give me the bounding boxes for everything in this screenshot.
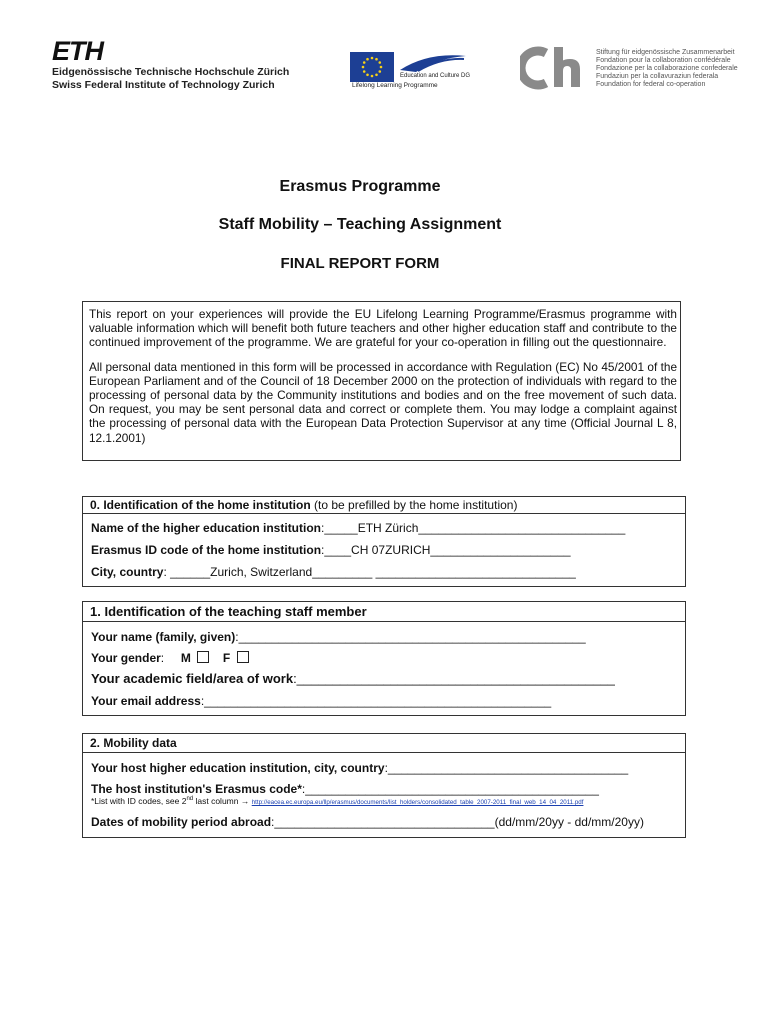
eu-dg-text: Education and Culture DG: [400, 73, 471, 79]
section-1-body: [82, 622, 686, 716]
your-name-field[interactable]: :____________________________________________________: [235, 630, 586, 644]
email-field[interactable]: :____________________________________________________: [200, 694, 552, 708]
your-name-label: Your name (family, given): [91, 630, 236, 644]
gender-row: [91, 651, 249, 665]
llp-text: Lifelong Learning Programme: [352, 82, 438, 89]
id-codes-note-suffix: last column →: [193, 796, 250, 806]
academic-field-row[interactable]: [91, 671, 615, 686]
mobility-dates-label: Dates of mobility period abroad: [91, 815, 272, 829]
section-0-header: [82, 496, 686, 514]
gender-colon: :: [160, 651, 165, 665]
eth-line-1: Eidgenössische Technische Hochschule Zürich: [52, 66, 290, 78]
ch-line-2: Fondation pour la collaboration confédérale: [596, 57, 731, 64]
host-institution-label: Your host higher education institution, city, country: [91, 761, 385, 775]
intro-box: [82, 301, 681, 461]
ch-foundation-text: [596, 49, 738, 89]
home-institution-value[interactable]: :_____ETH Zürich_______________________________: [321, 521, 626, 535]
ch-foundation-logo-icon: [520, 45, 586, 91]
section-2-title: 2. Mobility data: [90, 736, 177, 750]
host-institution-row[interactable]: [91, 761, 628, 775]
gender-f-label: F: [222, 651, 231, 665]
host-erasmus-code-field[interactable]: :____________________________________________: [301, 782, 599, 796]
mobility-dates-field[interactable]: :_________________________________: [271, 815, 495, 829]
section-1-header: [82, 601, 686, 622]
id-codes-link[interactable]: http://eacea.ec.europa.eu/llp/erasmus/documents/list_holders/consolidated_table_2007-2011_final_web_14_04_2011.pdf: [251, 799, 584, 806]
host-erasmus-code-row[interactable]: [91, 782, 599, 796]
gender-label: Your gender: [91, 651, 161, 665]
email-label: Your email address: [91, 694, 201, 708]
id-codes-note-prefix: *List with ID codes, see 2: [91, 796, 187, 806]
gender-m-label: M: [180, 651, 191, 665]
mobility-dates-format: (dd/mm/20yy - dd/mm/20yy): [494, 815, 644, 829]
llp-swoosh-icon: [398, 50, 468, 74]
mobility-dates-row[interactable]: [91, 815, 644, 829]
your-name-row[interactable]: [91, 630, 586, 644]
erasmus-id-value[interactable]: :____CH 07ZURICH_____________________: [321, 543, 571, 557]
eth-line-2: Swiss Federal Institute of Technology Zurich: [52, 79, 275, 91]
erasmus-id-row[interactable]: [91, 543, 571, 557]
home-institution-row[interactable]: [91, 521, 625, 535]
section-1-title: 1. Identification of the teaching staff member: [90, 604, 367, 619]
eth-subtitle: [52, 66, 289, 92]
intro-paragraph-1: This report on your experiences will provide the EU Lifelong Learning Programme/Erasmus programme with valuable information which will benefit both future teachers and other higher education staff and contribute to the continued improvement of the programme. We are grateful for your co-operation in filling out the questionnaire.: [89, 307, 677, 350]
erasmus-id-label: Erasmus ID code of the home institution: [91, 543, 322, 557]
section-0-note: (to be prefilled by the home institution): [310, 498, 518, 512]
host-erasmus-code-label: The host institution's Erasmus code*: [91, 782, 302, 796]
academic-field-label: Your academic field/area of work: [91, 671, 294, 686]
title-programme: Erasmus Programme: [279, 178, 441, 195]
email-row[interactable]: [91, 694, 551, 708]
home-institution-label: Name of the higher education institution: [91, 521, 322, 535]
section-2-body: [82, 753, 686, 838]
ch-line-3: Fondazione per la collaborazione confederale: [596, 65, 738, 72]
academic-field-input[interactable]: :____________________________________________: [293, 671, 615, 686]
section-0-body: [82, 514, 686, 587]
city-country-row[interactable]: [91, 565, 576, 579]
eth-logo: ETH: [52, 36, 103, 66]
ch-line-1: Stiftung für eidgenössische Zusammenarbeit: [596, 49, 735, 56]
title-mobility: Staff Mobility – Teaching Assignment: [218, 216, 502, 233]
gender-f-checkbox[interactable]: [237, 651, 249, 663]
gender-m-checkbox[interactable]: [197, 651, 209, 663]
city-country-value[interactable]: : ______Zurich, Switzerland_________ ______________________________: [163, 565, 576, 579]
title-form: FINAL REPORT FORM: [280, 255, 440, 272]
ch-line-4: Fundaziun per la collavuraziun federala: [596, 73, 719, 80]
id-codes-note-sup: nd: [186, 796, 194, 803]
ch-line-5: Foundation for federal co-operation: [596, 81, 706, 88]
section-0-title: 0. Identification of the home institution: [90, 498, 311, 512]
city-country-label: City, country: [91, 565, 164, 579]
id-codes-note: [91, 796, 583, 806]
eu-flag-icon: [350, 52, 394, 82]
intro-paragraph-2: All personal data mentioned in this form will be processed in accordance with Regulation (EC) No 45/2001 of the European Parliament and of the Council of 18 December 2000 on the protection of individuals with regard to the processing of personal data by the Community institutions and bodies and on the free movement of such data. On request, you may be sent personal data and correct or complete them. You may lodge a complaint against the processing of personal data with the European Data Protection Supervisor at any time (Official Journal L 8, 12.1.2001): [89, 359, 677, 445]
section-2-header: [82, 733, 686, 753]
host-institution-field[interactable]: :____________________________________: [384, 761, 629, 775]
